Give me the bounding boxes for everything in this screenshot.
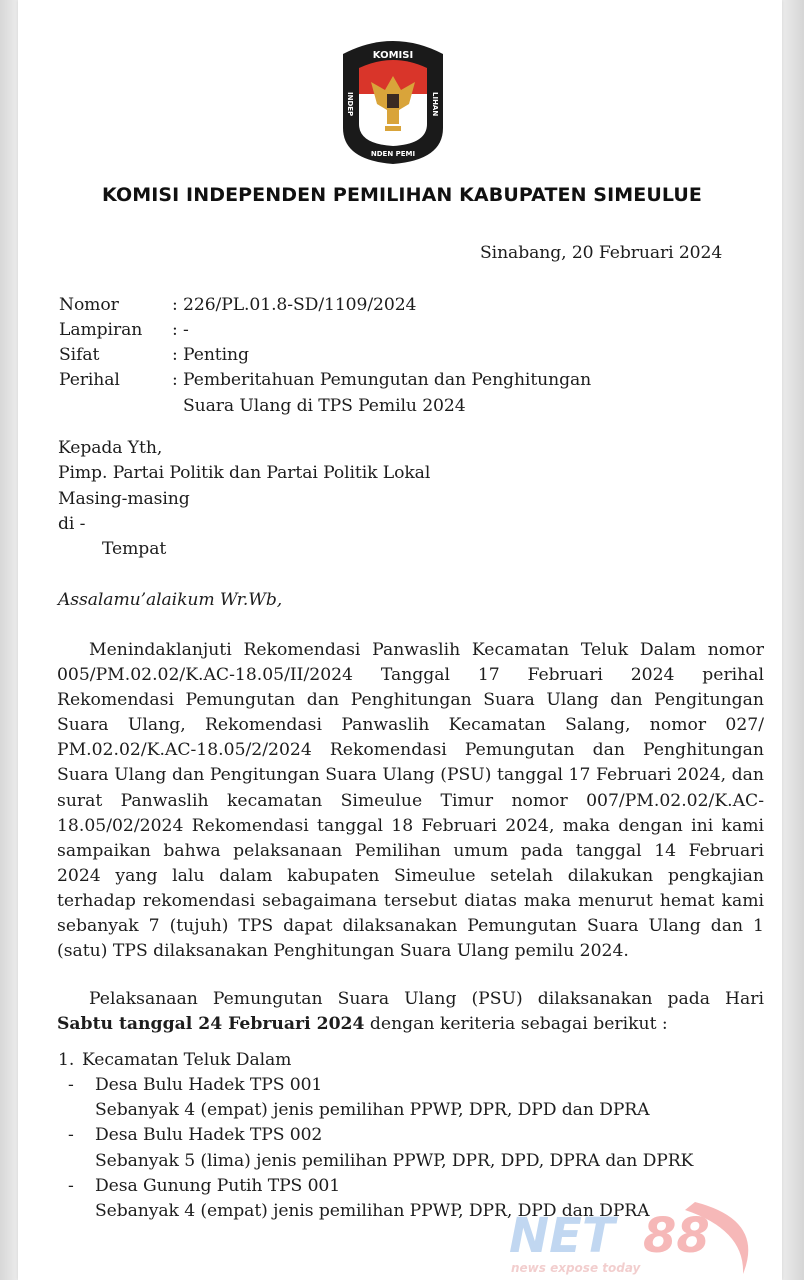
meta-label-nomor: Nomor [59, 295, 119, 315]
net88-watermark [505, 1200, 765, 1280]
paragraph-line: (satu) TPS dilaksanakan Penghitungan Suara Ulang pemilu 2024. [57, 941, 629, 962]
body-paragraph-1 [57, 638, 764, 964]
psu-date-bold: Sabtu tanggal 24 Februari 2024 [57, 1014, 365, 1035]
paragraph-line: Menindaklanjuti Rekomendasi Panwaslih Kecamatan Teluk Dalam nomor [89, 640, 764, 660]
recipient-line3: di - [58, 514, 86, 534]
logo-ring-text-right: LIHAN [431, 92, 439, 117]
list-item-detail: Sebanyak 4 (empat) jenis pemilihan PPWP, DPR, DPD dan DPRA [95, 1100, 650, 1120]
list-item-title: Desa Gunung Putih TPS 001 [95, 1176, 341, 1196]
body-paragraph-2 [57, 987, 764, 1037]
meta-value-nomor: : 226/PL.01.8-SD/1109/2024 [172, 295, 417, 315]
paragraph-line: sebanyak 7 (tujuh) TPS dapat dilaksanakan Pemungutan Suara Ulang dan 1 [57, 916, 764, 937]
list-item-title: Desa Bulu Hadek TPS 002 [95, 1125, 323, 1145]
paragraph-line: 18.05/02/2024 Rekomendasi tanggal 18 Februari 2024, maka dengan ini kami [57, 815, 764, 836]
list-item-dash: - [68, 1125, 74, 1145]
watermark-tagline: news expose today [511, 1261, 641, 1275]
list-item-detail: Sebanyak 5 (lima) jenis pemilihan PPWP, DPR, DPD, DPRA dan DPRK [95, 1151, 694, 1171]
paragraph-line: surat Panwaslih kecamatan Simeulue Timur nomor 007/PM.02.02/K.AC- [57, 790, 764, 811]
meta-label-lampiran: Lampiran [59, 320, 143, 340]
recipient-line2: Masing-masing [58, 489, 190, 509]
salutation: Assalamu’alaikum Wr.Wb, [58, 590, 283, 610]
paragraph-line: Suara Ulang dan Pengitungan Suara Ulang (PSU) tanggal 17 Februari 2024, dan [57, 765, 764, 786]
logo-top-text: KOMISI [372, 50, 414, 61]
paragraph-line: PM.02.02/K.AC-18.05/2/2024 Rekomendasi Pemungutan dan Penghitungan [57, 740, 764, 761]
list-number: 1. [58, 1050, 75, 1070]
meta-label-perihal: Perihal [59, 370, 120, 390]
paragraph-line: 2024 yang lalu dalam kabupaten Simeulue setelah dilakukan pengkajian [57, 865, 764, 886]
paragraph-line: Rekomendasi Pemungutan dan Penghitungan Suara Ulang dan Pengitungan [57, 690, 764, 711]
paragraph-line: terhadap rekomendasi sebagaimana tersebut diatas maka menurut hemat kami [57, 890, 764, 911]
list-heading: Kecamatan Teluk Dalam [82, 1050, 292, 1070]
recipient-line1: Pimp. Partai Politik dan Partai Politik Lokal [58, 463, 431, 483]
meta-value-perihal-line2: Suara Ulang di TPS Pemilu 2024 [183, 396, 466, 416]
logo-ring-text-bottom: NDEN PEMI [370, 150, 416, 158]
list-item-detail: Sebanyak 4 (empat) jenis pemilihan PPWP, DPR, DPD dan DPRA [95, 1201, 650, 1221]
paragraph-line: 005/PM.02.02/K.AC-18.05/II/2024 Tanggal 17 Februari 2024 perihal [57, 665, 764, 686]
meta-label-sifat: Sifat [59, 345, 100, 365]
watermark-brand-a: NET [509, 1208, 615, 1264]
organization-title: KOMISI INDEPENDEN PEMILIHAN KABUPATEN SIMEULUE [101, 184, 703, 206]
kip-logo [335, 32, 451, 166]
paragraph-line [57, 1012, 764, 1037]
watermark-brand-b: 88 [643, 1208, 710, 1264]
paragraph-line: Suara Ulang, Rekomendasi Panwaslih Kecamatan Salang, nomor 027/ [57, 715, 764, 736]
paragraph-line: sampaikan bahwa pelaksanaan Pemilihan umum pada tanggal 14 Februari [57, 840, 764, 861]
place-date: Sinabang, 20 Februari 2024 [480, 243, 723, 263]
list-item-dash: - [68, 1075, 74, 1095]
paragraph-line: Pelaksanaan Pemungutan Suara Ulang (PSU) dilaksanakan pada Hari [89, 989, 764, 1009]
meta-value-lampiran: : - [172, 320, 189, 340]
meta-value-perihal: : Pemberitahuan Pemungutan dan Penghitungan [172, 370, 592, 390]
paragraph-line-rest: dengan keriteria sebagai berikut : [364, 1014, 668, 1035]
list-item-title: Desa Bulu Hadek TPS 001 [95, 1075, 323, 1095]
logo-ring-text-left: INDEP [346, 92, 354, 117]
recipient-greeting: Kepada Yth, [58, 438, 163, 458]
list-item-dash: - [68, 1176, 74, 1196]
recipient-line4: Tempat [102, 539, 167, 559]
meta-value-sifat: : Penting [172, 345, 249, 365]
